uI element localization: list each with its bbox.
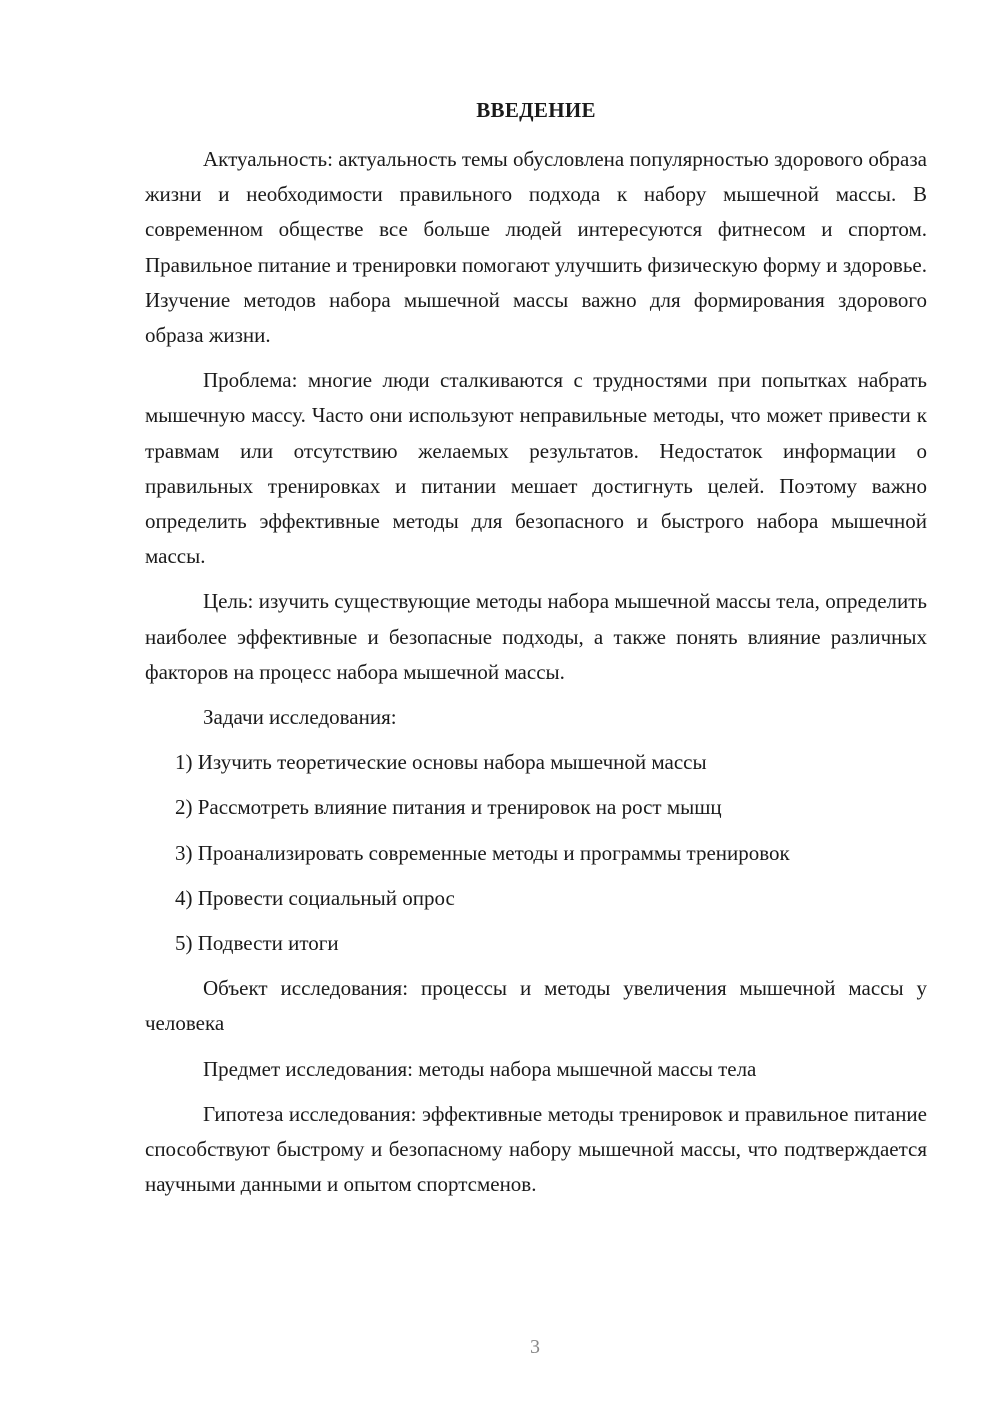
page-number: 3 [530,1336,540,1358]
paragraph-tasks-heading: Задачи исследования: [203,705,397,730]
list-item: 1) Изучить теоретические основы набора мышечной массы [175,750,707,775]
paragraph-hypothesis: Гипотеза исследования: эффективные методы тренировок и правильное питание способствуют быстрому и безопасному набору мышечной массы, что подтверждается научными данными и опытом спортсменов. [145,1101,927,1197]
section-title: ВВЕДЕНИЕ [476,98,596,122]
list-item: 3) Проанализировать современные методы и программы тренировок [175,840,790,865]
list-item: 4) Провести социальный опрос [175,885,455,910]
paragraph-relevance: Актуальность: актуальность темы обусловлена популярностью здорового образа жизни и необходимости правильного подхода к набору мышечной массы. В современном обществе все больше людей интересуются фитнесом и спортом. Правильное питание и тренировки помогают улучшить физическую форму и здоровье. Изучение методов набора мышечной массы важно для формирования здорового образа жизни. [145,147,927,348]
paragraph-problem: Проблема: многие люди сталкиваются с трудностями при попытках набрать мышечную массу. Часто они используют неправильные методы, что может привести к травмам или отсутствию желаемых результатов. Недостаток информации о правильных тренировках и питании мешает достигнуть целей. Поэтому важно определить эффективные методы для безопасного и быстрого набора мышечной массы. [145,368,927,569]
paragraph-subject: Предмет исследования: методы набора мышечной массы тела [203,1056,757,1081]
paragraph-object: Объект исследования: процессы и методы увеличения мышечной массы у человека [145,976,927,1036]
tasks-list [145,745,927,961]
paragraph-goal: Цель: изучить существующие методы набора мышечной массы тела, определить наиболее эффективные и безопасные подходы, а также понять влияние различных факторов на процесс набора мышечной массы. [145,589,927,684]
document-page [145,92,927,1212]
list-item: 2) Рассмотреть влияние питания и тренировок на рост мышц [175,795,722,820]
list-item: 5) Подвести итоги [175,931,339,956]
